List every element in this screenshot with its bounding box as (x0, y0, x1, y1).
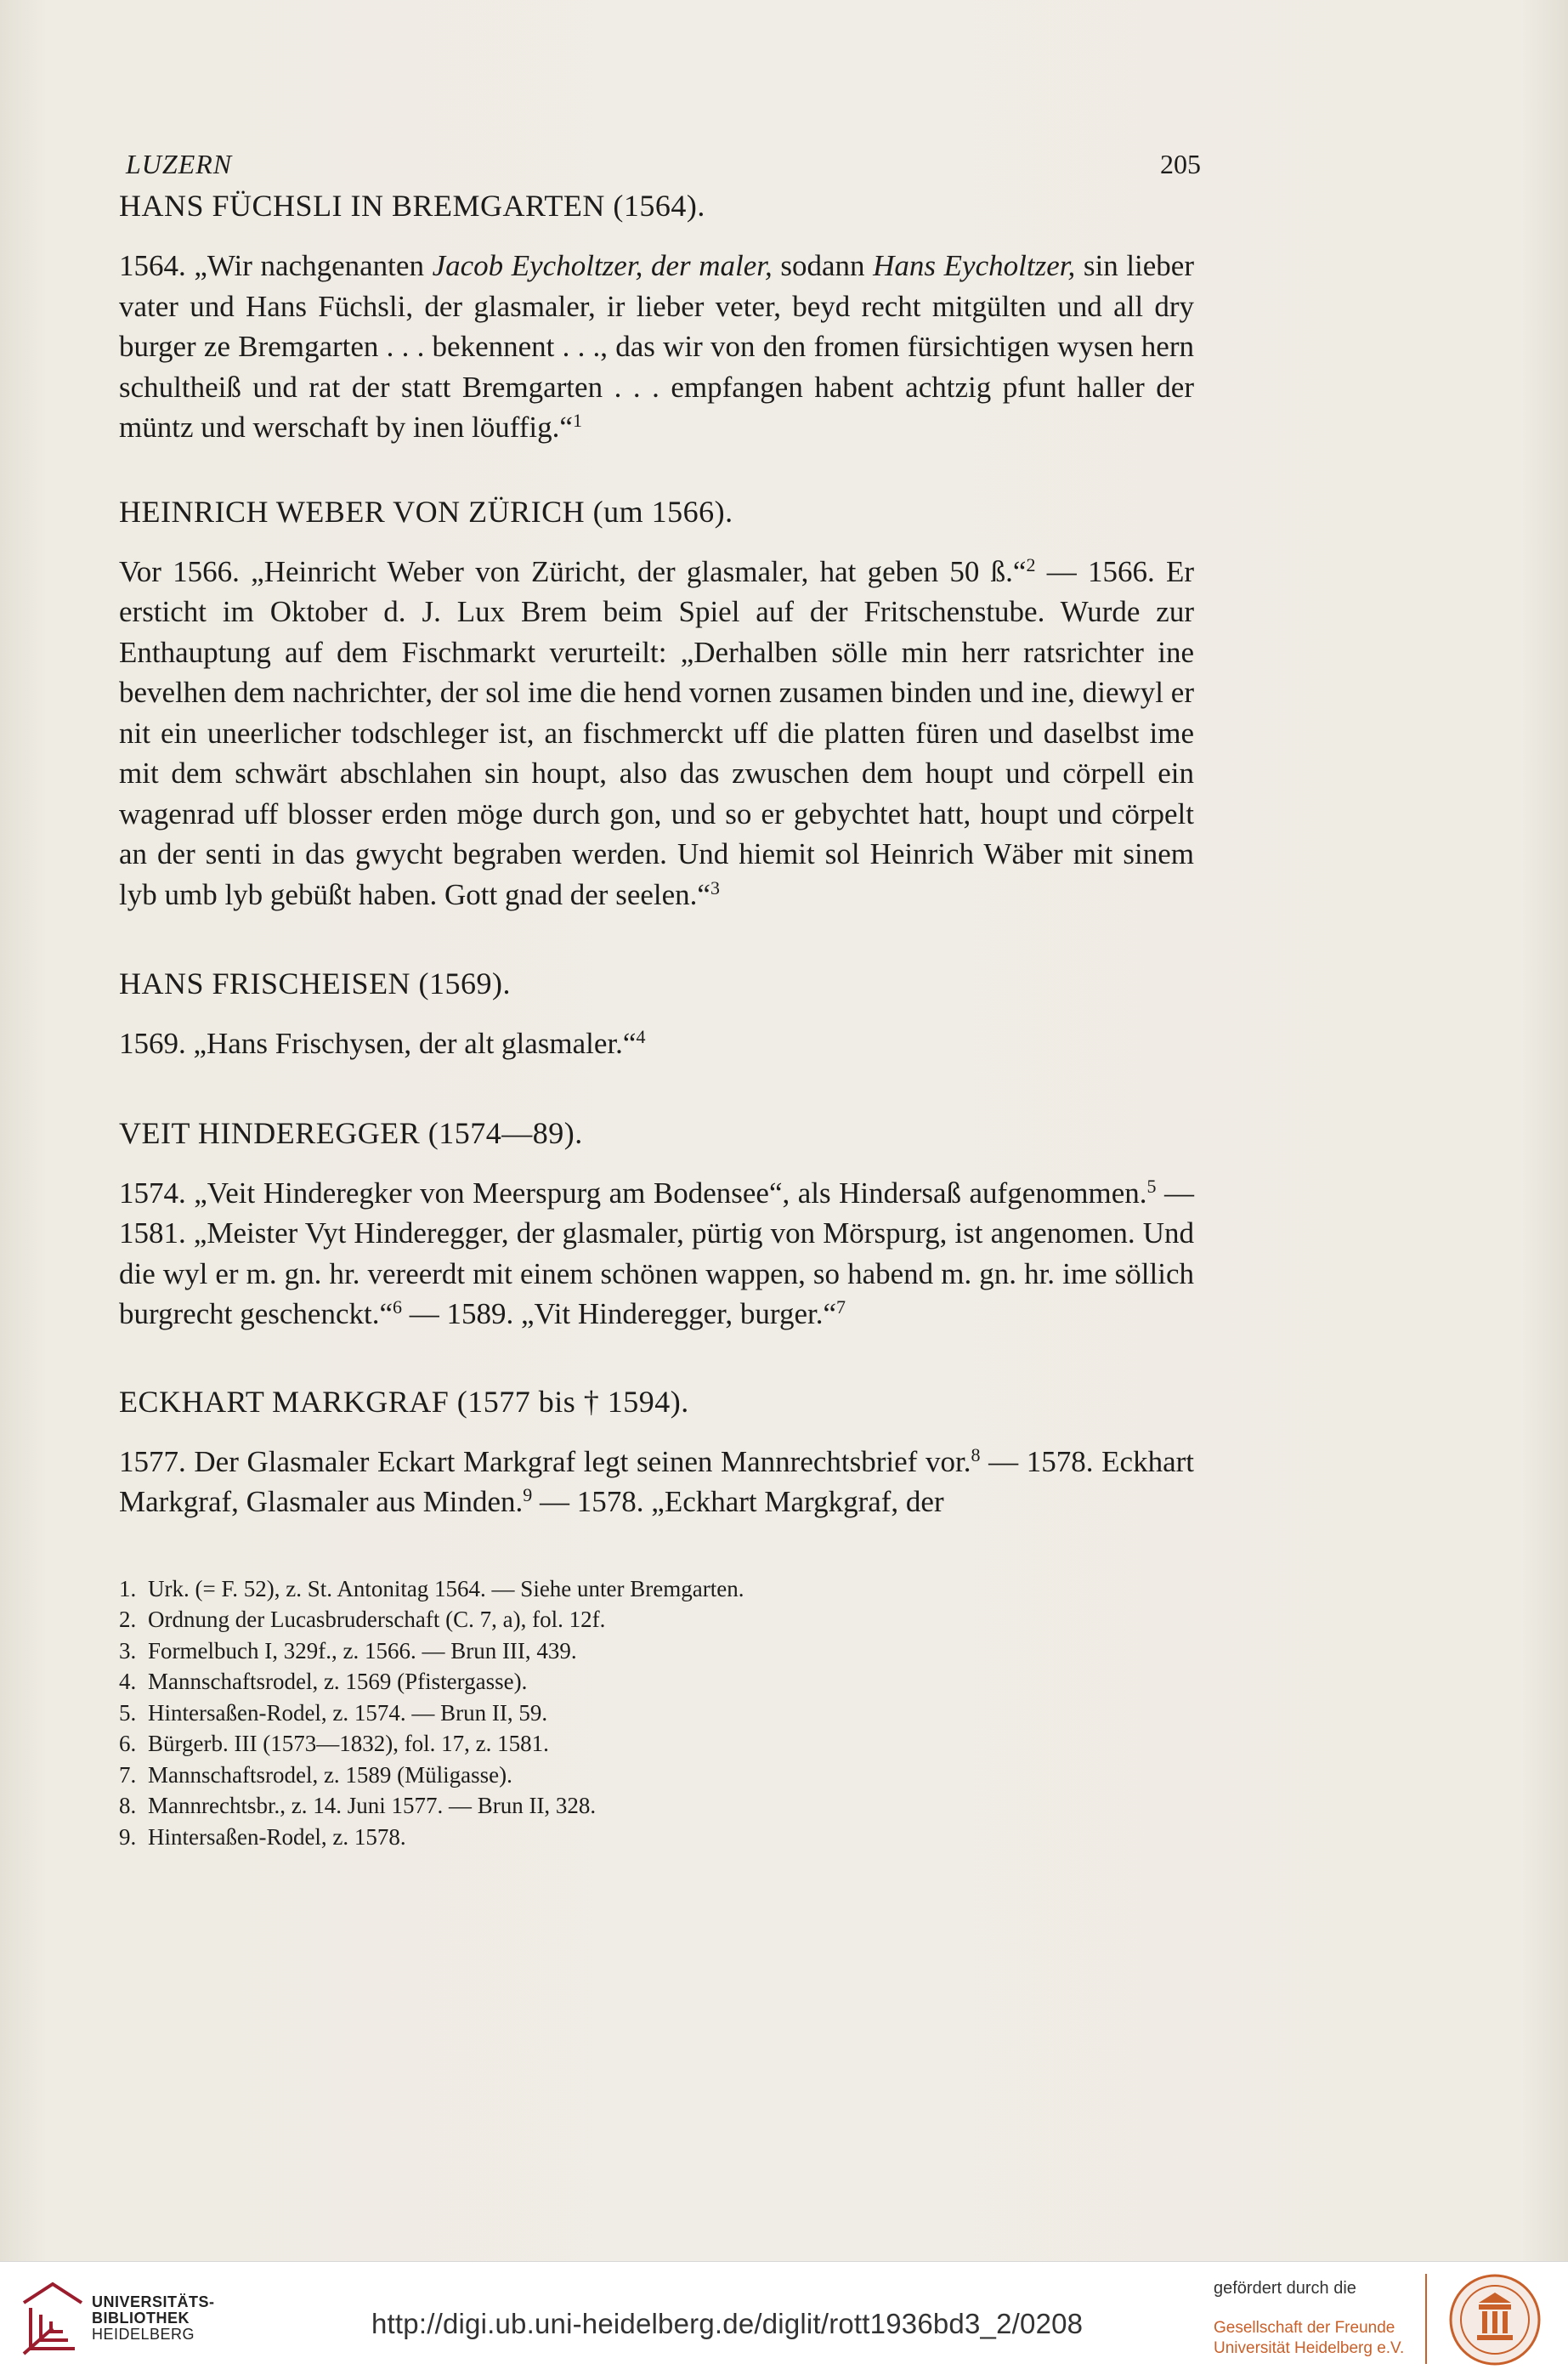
footnote (119, 1822, 1194, 1853)
footnote (119, 1604, 1194, 1635)
book-page (119, 149, 1201, 1852)
section-paragraph (119, 246, 1194, 448)
footnote-number: 8. (119, 1793, 137, 1818)
footer-divider (1425, 2274, 1427, 2364)
footnote-ref: 3 (710, 876, 720, 898)
footnote-number: 1. (119, 1575, 137, 1601)
running-head-place: LUZERN (126, 149, 233, 179)
text-run: — 1566. Er ersticht im Oktober d. J. Lux Brem beim Spiel auf der Fritschenstube. Wurde zur Enthauptung auf dem Fischmarkt verurteilt: „Derhalben sölle min herr ratsrichter ine bevelhen dem nachrichter, der sol ime die hend vornen zusamen binden und ine, diewyl er nit ein uneerlicher todschleger ist, an fischmerckt uff die platten füren und daselbst ime mit dem schwärt abschlahen sin houpt, also das zwuschen dem houpt und cörpell ein wagenrad uff blosser erden möge durch gon, und so er gebychtet hatt, houpt und cörpelt an der senti in das gwycht begraben werden. Und hiemit sol Heinrich Wäber mit sinem lyb umb lyb gebüßt haben. Gott gnad der seelen.“ (119, 554, 1194, 911)
footnote-text: Mannrechtsbr., z. 14. Juni 1577. — Brun II, 328. (148, 1793, 597, 1818)
footnote (119, 1573, 1194, 1605)
section-frischeisen (119, 966, 1194, 1064)
university-library-logo-icon[interactable] (19, 2277, 87, 2359)
sponsor-name-line: Universität Heidelberg e.V. (1214, 2339, 1405, 2357)
university-seal-icon (1445, 2272, 1545, 2367)
viewer-footer (0, 2261, 1568, 2375)
library-name-line: HEIDELBERG (92, 2326, 195, 2343)
section-paragraph (119, 552, 1194, 915)
section-paragraph (119, 1023, 1194, 1064)
footnote-ref: 8 (971, 1443, 981, 1465)
text-run: Vor 1566. „Heinricht Weber von Züricht, der glasmaler, hat geben 50 ß.“ (119, 554, 1027, 588)
library-name-line: UNIVERSITÄTS- (92, 2293, 215, 2310)
text-run: — 1578. „Eckhart Margkgraf, der (532, 1485, 944, 1518)
section-paragraph (119, 1442, 1194, 1522)
section-markgraf (119, 1384, 1194, 1522)
footnote-text: Urk. (= F. 52), z. St. Antonitag 1564. — Siehe unter Bremgarten. (148, 1575, 744, 1601)
text-run: — 1581. „Meister Vyt Hinderegger, der glasmaler, pürtig von Mörspurg, ist angenomen. Und die wyl er m. gn. hr. vereerdt mit einem schönen wappen, so habend m. gn. hr. ime söllich burgrecht geschenckt.“ (119, 1176, 1194, 1330)
text-run: sodann (772, 249, 874, 282)
footnote (119, 1760, 1194, 1791)
footnote-ref: 5 (1146, 1175, 1157, 1197)
text-run: — 1578. Eckhart Markgraf, Glasmaler aus Minden. (119, 1444, 1194, 1518)
footnote (119, 1698, 1194, 1729)
footnote-number: 3. (119, 1637, 137, 1664)
footnote-text: Mannschaftsrodel, z. 1589 (Müligasse). (148, 1761, 512, 1788)
footnote-number: 4. (119, 1669, 137, 1694)
footnote (119, 1790, 1194, 1822)
footnote-number: 2. (119, 1607, 137, 1632)
footnote-ref: 9 (523, 1484, 533, 1505)
section-fuechsli (119, 188, 1194, 448)
footnote-number: 6. (119, 1731, 137, 1756)
library-name (92, 2294, 215, 2343)
footnote-number: 9. (119, 1823, 137, 1850)
footnote-ref: 4 (636, 1026, 646, 1047)
text-run: sin lieber vater und Hans Füchsli, der glasmaler, ir lieber veter, beyd recht mitgülten und all dry burger ze Bremgarten . . . bekennent . . ., das wir von den fromen fürsichtigen wysen hern schultheiß und rat der statt Bremgarten . . . empfangen habent achtzig pfunt haller der müntz und werschaft by inen löuffig.“ (119, 249, 1194, 444)
text-run: 1569. „Hans Frischysen, der alt glasmaler.“ (119, 1027, 637, 1060)
text-run: 1574. „Veit Hinderegker von Meerspurg am Bodensee“, als Hindersaß aufgenommen. (119, 1176, 1147, 1210)
footnotes (119, 1573, 1194, 1853)
footnote-number: 7. (119, 1761, 137, 1788)
footnote-ref: 1 (572, 410, 582, 431)
section-heading: HANS FÜCHSLI IN BREMGARTEN (1564). (119, 189, 705, 223)
permalink-url[interactable]: http://digi.ub.uni-heidelberg.de/diglit/rott1936bd3_2/0208 (371, 2308, 1084, 2339)
text-run-italic: Jacob Eycholtzer, der maler, (432, 249, 773, 282)
footnote-ref: 7 (836, 1296, 846, 1318)
text-run: — 1589. „Vit Hinderegger, burger.“ (402, 1297, 836, 1330)
footnote-ref: 6 (393, 1296, 402, 1318)
section-weber (119, 494, 1194, 915)
sponsor-name-line: Gesellschaft der Freunde (1214, 2319, 1395, 2337)
footnote-text: Hintersaßen-Rodel, z. 1574. — Brun II, 59. (148, 1699, 548, 1726)
section-hinderegger (119, 1115, 1194, 1335)
footnote-text: Bürgerb. III (1573—1832), fol. 17, z. 1581. (148, 1731, 549, 1756)
section-heading: ECKHART MARKGRAF (1577 bis † 1594). (119, 1384, 689, 1419)
section-paragraph (119, 1173, 1194, 1335)
section-heading: HEINRICH WEBER VON ZÜRICH (um 1566). (119, 494, 733, 529)
library-name-line: BIBLIOTHEK (92, 2310, 190, 2327)
footnote-text: Hintersaßen-Rodel, z. 1578. (148, 1823, 406, 1850)
section-heading: HANS FRISCHEISEN (1569). (119, 966, 512, 1000)
footnote-text: Formelbuch I, 329f., z. 1566. — Brun III, 439. (148, 1637, 577, 1664)
page-number: 205 (1160, 149, 1201, 179)
section-heading: VEIT HINDEREGGER (1574—89). (119, 1115, 583, 1150)
text-run-italic: Hans Eycholtzer, (873, 249, 1076, 282)
footnote (119, 1666, 1194, 1698)
footnote-text: Mannschaftsrodel, z. 1569 (Pfistergasse). (148, 1669, 528, 1694)
sponsor-name[interactable] (1214, 2318, 1404, 2359)
text-run: 1564. „Wir nachgenanten (119, 249, 433, 282)
footnote-ref: 2 (1026, 553, 1036, 575)
running-head (119, 149, 1201, 188)
text-run: 1577. Der Glasmaler Eckart Markgraf legt seinen Mannrechtsbrief vor. (119, 1444, 971, 1478)
footnote (119, 1635, 1194, 1667)
funded-by-label: gefördert durch die (1214, 2279, 1356, 2298)
footnote (119, 1728, 1194, 1760)
footnote-number: 5. (119, 1699, 137, 1726)
footnote-text: Ordnung der Lucasbruderschaft (C. 7, a), fol. 12f. (148, 1607, 606, 1632)
